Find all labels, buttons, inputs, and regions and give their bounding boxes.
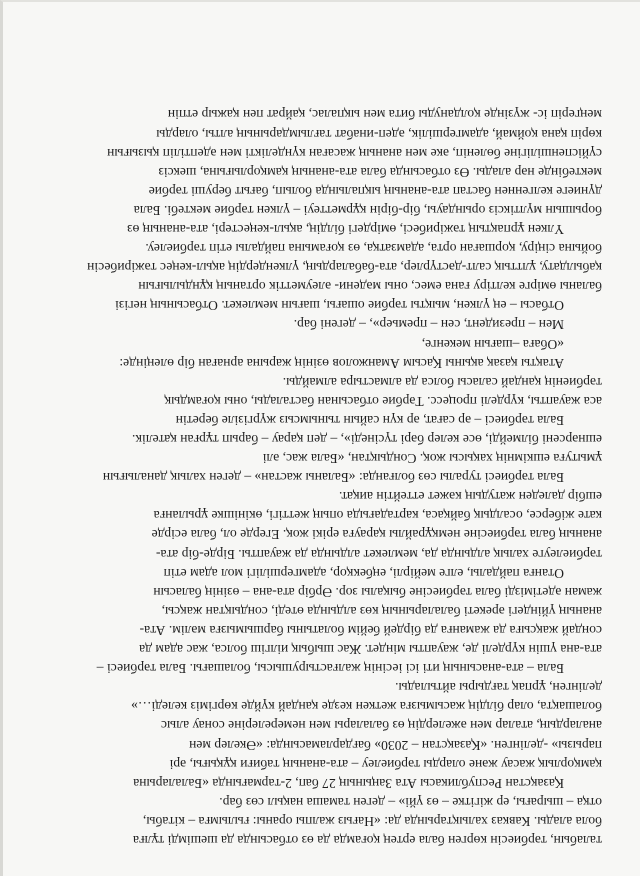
text-line-13: ананың үйіндегі әрекеті балаларының көз алдында өтеді, сондықтан жақсы, — [161, 603, 602, 619]
text-line-11: ата-ана үшін күрделі де, жауапты міндет. Жас шыбық иілгіш болса, жас адам да — [139, 642, 602, 658]
text-line-28: Мен – президент, сен – премьер», – дегені бар. — [293, 317, 564, 333]
text-line-10: Бала – ата-анасының иті ісі іесінің жалғастырушысы, болашағы. Бала тәрбиесі – — [96, 661, 564, 677]
text-line-8: болашақта, олар білдің жасымызға жеткен кезде қандай күйде көргіміз келеді…» — [131, 699, 602, 715]
text-line-20: Бала тәрбиесі туралы сөз болғанда: «Баланы жастан» – деген халық даналығын — [102, 470, 564, 486]
text-line-29: Отбасы – ең үлкен, мықты тәрбие ошағы, шағын мемлекет. Отбасының негізі — [115, 298, 564, 314]
text-line-4: Қазақстан Республикасы Ата Заңының 27 бап, 2-тармағында «Балаларына — [133, 775, 564, 791]
text-line-18: кате жіберсе, осалдық байқаса, картадағыда опың жеттігі, өкінішке ұрыланға — [153, 508, 602, 524]
text-line-15: Отанға пайдалы, елге мейірлі, еңбекқор, адамгершілігі мол адам етіп — [163, 565, 564, 581]
text-line-30: баланы өмірге келтіру ғана емес, оны мәдени- әлеуметтік ортаның құндылығын — [138, 279, 602, 295]
text-line-1: талабын, тәрбиесін көрген бала ертең қоғамда да өз отбасында да шешімді тұлға — [133, 833, 602, 848]
text-line-32: бойына сіңіру, қоршаған орта, адамзатқа, өз қоғамына пайдалы етіп тәрбиелеу. — [145, 241, 602, 257]
text-line-6: парызы» -делінген. «Қазақстан – 2030» бағдарламасында: «Әкелер мен — [189, 737, 602, 753]
text-line-22: ешнәрсені білмейді, өсе келер бәрі түсінеді», – деп қарау – барып тұрған қателік. — [132, 432, 602, 448]
text-line-37: сүйіспеншілігіне бөленіп, әке мен ананың жасаған күнделікті мен әдептіліп қызығын — [107, 145, 602, 161]
text-line-39: меңгеріп іс- жүзінде қолдануды бита мен ықпалас, қайрат пен қажыр етпін — [167, 107, 602, 123]
text-line-16: тәрбиелеуге халық алдында да, мемлекет алдында да жауапты. Бірде-бір ата- — [155, 546, 602, 562]
text-line-33: Үлкен ұрпақтың тәжірибесі, өмірдегі білдің, ақыл-кеңестері, ата-ананың өз — [127, 222, 564, 237]
text-line-23: Бала тәрбиесі – әр сағат, әр күн сайын тынымсыз жүргізіле беретін — [175, 412, 564, 428]
text-line-36: мектебінде нәр алады. Өз отбасында бала ата-ананың қамқорлығына, шексіз — [158, 164, 602, 180]
text-line-5: қамқорлық жасау және оларды тәрбиелеу – ата-ананың табиғи құқығы, әрі — [169, 756, 602, 772]
text-line-9: делінген, ұрпақ тағдыры айтылады. — [395, 680, 602, 696]
text-line-2: бола алады. Кавказ халықтарында да: «Нағыз жалпы ораны: ғылымға – кітабы, — [142, 813, 602, 829]
text-line-3: отқа – шырағы, ер жігітке – өз үйі» – деген тамаша нақыл сөз бар. — [219, 794, 602, 810]
text-line-17: ананың бала тәрбиесіне немқұрайлы қарауға ерікі жоқ. Егерде ол, бала есірде — [151, 527, 602, 543]
text-line-25: тәрбиенің қандай саласы болса да алмастыра алмайды. — [282, 374, 602, 390]
document-body — [42, 40, 602, 850]
text-line-21: ұмытуға ешкімнің хақысы жоқ. Сондықтан, «Бала жас, әлі — [262, 451, 602, 467]
text-line-27: «Обаға –шағын мекенге, — [421, 336, 564, 352]
text-line-14: жаман әдетімізді бала тәрбиесіне бықалы зор. Әрбір ата-ана – өзінің баласын — [153, 584, 602, 600]
text-line-26: Атақты қазақ ақыны Қасым Аманжолов өзінің жарына арнаған бір өлеңінде: — [119, 355, 564, 371]
text-line-12: сондай жақсыға да жаманға да бірдей бейім болатыны баршымызға мәлім. Ата- — [139, 622, 602, 638]
text-line-31: қабылдату, ұлттық салт-дәстүрлер, ата-бабалардың, үлкендердің ақыл-кеңес тәжірибесін — [87, 260, 602, 276]
text-line-38: көріп қана қоймай, адамгершілік, әдеп-инабат тағлымдарының алты, оларды — [156, 126, 602, 142]
text-line-35: дүниеге келгеннен бастап ата-ананың ықпалында болып, бағыт берушi тәрбие — [148, 183, 602, 199]
text-line-24: аса жауапты, күрделі процесс. Тәрбие отбасынан басталады, оны қоғамдық — [164, 393, 602, 409]
text-line-7: аналардың, аталар мен әжелердің өз балалары мен немерелеріне сонау алыс — [160, 718, 602, 734]
text-line-34: борышын мүлтіксіз орындауы, бір-бірін құрметтеуі – үлкен тәрбие мектебі. Бала — [133, 202, 602, 218]
text-line-19: ешбір даледен жатудың кәжет еттейтін аиқат. — [339, 489, 602, 505]
